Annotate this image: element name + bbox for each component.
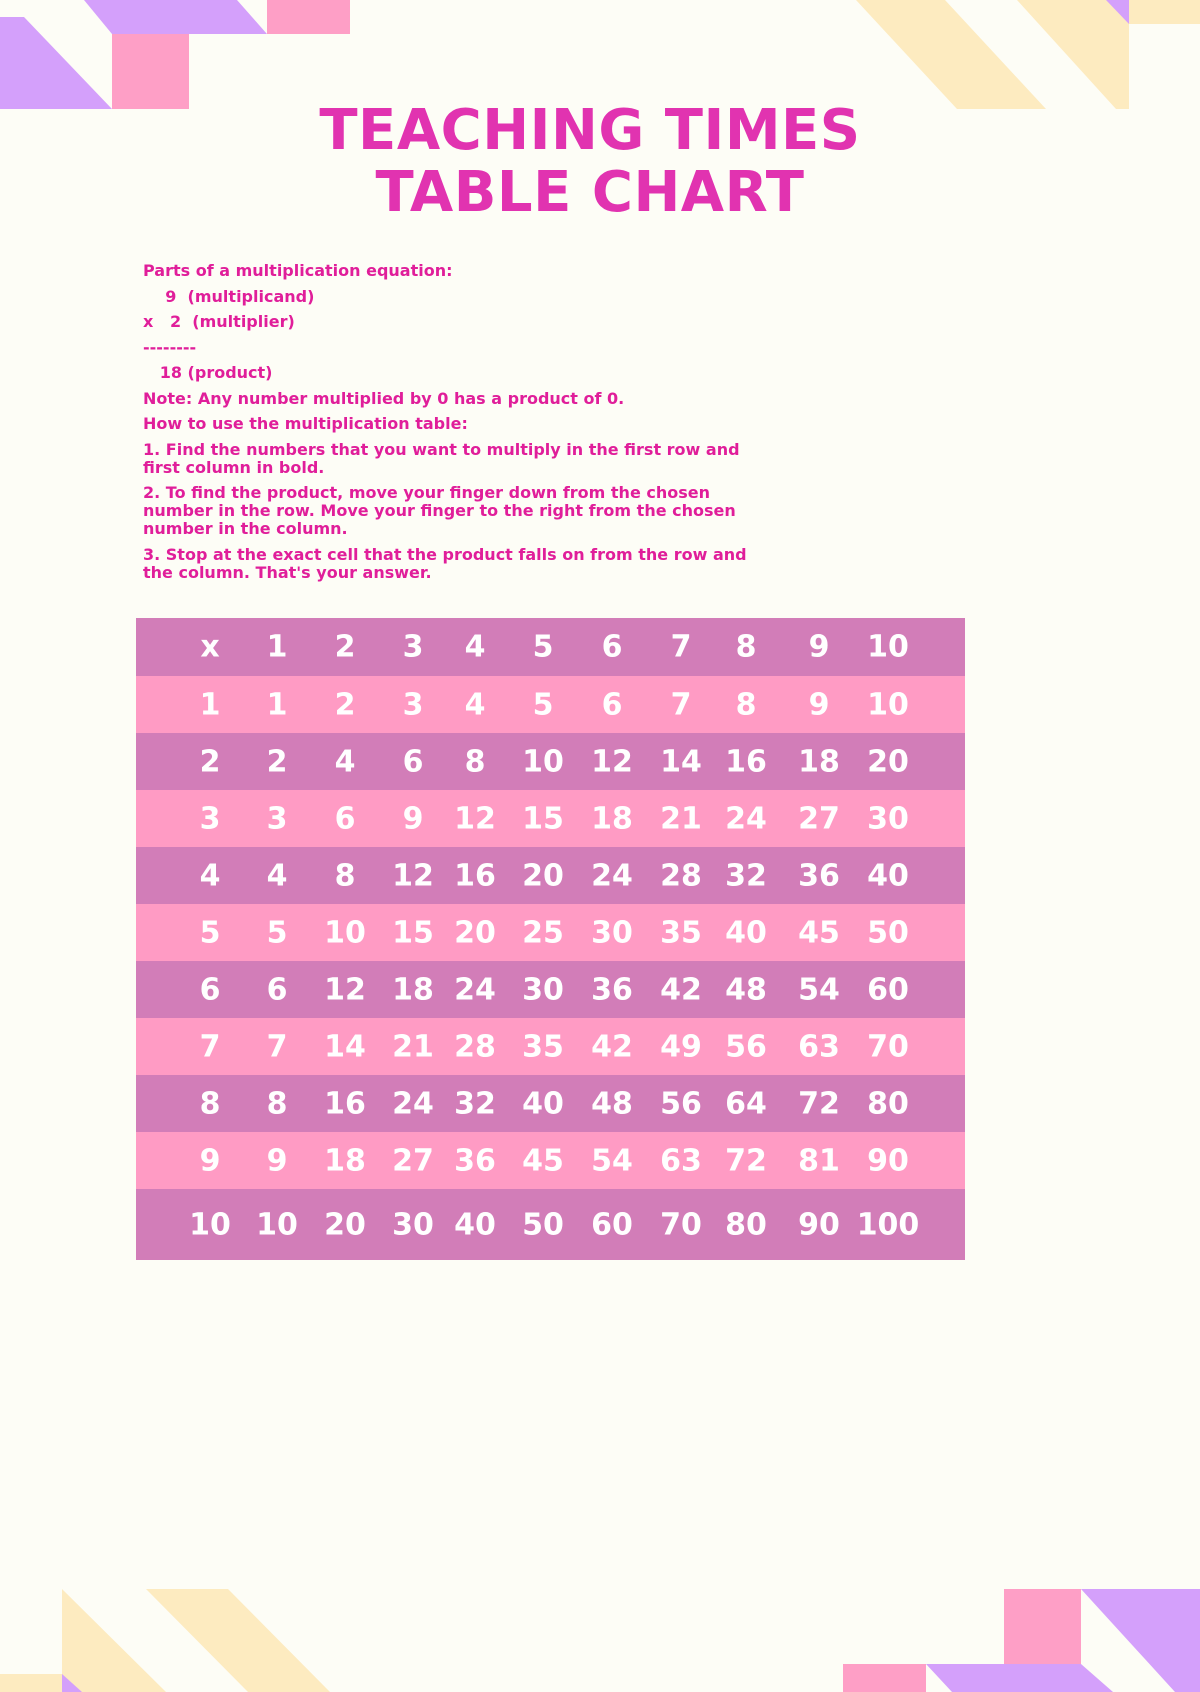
product-cell: 12: [392, 858, 434, 893]
product-cell: 72: [798, 1086, 840, 1121]
multiplier-line: x 2 (multiplier): [143, 312, 295, 331]
product-cell: 40: [454, 1207, 496, 1242]
table-row: [136, 676, 965, 733]
table-row: [136, 790, 965, 847]
product-cell: 36: [454, 1143, 496, 1178]
product-cell: 36: [798, 858, 840, 893]
how-to-heading: How to use the multiplication table:: [143, 414, 468, 433]
product-cell: 45: [798, 915, 840, 950]
product-cell: 42: [660, 972, 702, 1007]
product-line: 18 (product): [143, 363, 273, 382]
deco-purple-bar-top-left: [84, 0, 267, 34]
product-cell: 7: [670, 687, 692, 722]
product-cell: 48: [725, 972, 767, 1007]
product-cell: 30: [392, 1207, 434, 1242]
table-row: [136, 1189, 965, 1260]
page-title: [250, 100, 930, 224]
product-cell: 10: [522, 744, 564, 779]
product-cell: 40: [522, 1086, 564, 1121]
product-cell: 4: [334, 744, 356, 779]
product-cell: 27: [798, 801, 840, 836]
product-cell: 28: [660, 858, 702, 893]
column-header-cell: 5: [532, 629, 554, 665]
product-cell: 8: [334, 858, 356, 893]
table-row: [136, 1075, 965, 1132]
product-cell: 40: [867, 858, 909, 893]
product-cell: 30: [867, 801, 909, 836]
product-cell: 5: [532, 687, 554, 722]
deco-yellow-stripe-bottom-left-1: [62, 1589, 166, 1692]
table-corner-cell: x: [200, 629, 220, 665]
product-cell: 40: [725, 915, 767, 950]
product-cell: 32: [725, 858, 767, 893]
product-cell: 32: [454, 1086, 496, 1121]
product-cell: 60: [591, 1207, 633, 1242]
deco-yellow-stripe-top-right-1: [856, 0, 1046, 109]
product-cell: 21: [392, 1029, 434, 1064]
title-line-1: TEACHING TIMES: [319, 98, 861, 163]
deco-yellow-stripe-bottom-left-2: [146, 1589, 330, 1692]
table-row: [136, 733, 965, 790]
product-cell: 8: [735, 687, 757, 722]
product-cell: 16: [725, 744, 767, 779]
deco-pink-square-bottom-right: [1004, 1589, 1081, 1664]
product-cell: 2: [266, 744, 288, 779]
row-header-cell: 8: [199, 1086, 221, 1121]
product-cell: 70: [867, 1029, 909, 1064]
product-cell: 42: [591, 1029, 633, 1064]
product-cell: 30: [591, 915, 633, 950]
product-cell: 49: [660, 1029, 702, 1064]
row-header-cell: 4: [199, 858, 221, 893]
product-cell: 56: [660, 1086, 702, 1121]
zero-note: Note: Any number multiplied by 0 has a product of 0.: [143, 388, 625, 408]
step-2: 2. To find the product, move your finger down from the chosen number in the row. Move your finger to the right from the chosen number in the column.: [143, 483, 736, 538]
product-cell: 6: [334, 801, 356, 836]
product-cell: 80: [725, 1207, 767, 1242]
table-row: [136, 961, 965, 1018]
product-cell: 50: [522, 1207, 564, 1242]
product-cell: 10: [324, 915, 366, 950]
column-header-cell: 8: [735, 629, 757, 665]
column-header-cell: 4: [464, 629, 486, 665]
product-cell: 10: [256, 1207, 298, 1242]
product-cell: 15: [522, 801, 564, 836]
deco-yellow-rect-bottom-left: [0, 1674, 62, 1692]
product-cell: 35: [660, 915, 702, 950]
product-cell: 6: [402, 744, 424, 779]
product-cell: 18: [392, 972, 434, 1007]
table-row: [136, 847, 965, 904]
product-cell: 20: [867, 744, 909, 779]
product-cell: 56: [725, 1029, 767, 1064]
row-header-cell: 3: [199, 801, 221, 836]
deco-purple-triangle-bottom-right: [1081, 1589, 1200, 1692]
product-cell: 10: [867, 687, 909, 722]
product-cell: 36: [591, 972, 633, 1007]
product-cell: 50: [867, 915, 909, 950]
product-cell: 45: [522, 1143, 564, 1178]
product-cell: 12: [324, 972, 366, 1007]
product-cell: 14: [324, 1029, 366, 1064]
product-cell: 7: [266, 1029, 288, 1064]
product-cell: 18: [324, 1143, 366, 1178]
product-cell: 6: [601, 687, 623, 722]
product-cell: 90: [867, 1143, 909, 1178]
step-3: 3. Stop at the exact cell that the product falls on from the row and the column. That's your answer.: [143, 544, 747, 582]
column-header-cell: 1: [266, 629, 288, 665]
row-header-cell: 10: [189, 1207, 231, 1242]
product-cell: 6: [266, 972, 288, 1007]
product-cell: 48: [591, 1086, 633, 1121]
product-cell: 21: [660, 801, 702, 836]
title-line-2: TABLE CHART: [375, 160, 805, 225]
product-cell: 15: [392, 915, 434, 950]
deco-pink-rect-bottom-right: [843, 1664, 926, 1692]
column-header-cell: 3: [402, 629, 424, 665]
product-cell: 9: [266, 1143, 288, 1178]
product-cell: 5: [266, 915, 288, 950]
product-cell: 30: [522, 972, 564, 1007]
parts-heading: Parts of a multiplication equation:: [143, 261, 453, 280]
deco-yellow-rect-top-right: [1129, 0, 1200, 24]
product-cell: 63: [798, 1029, 840, 1064]
product-cell: 54: [591, 1143, 633, 1178]
deco-pink-square-top-left: [112, 34, 189, 109]
table-header-row: [136, 618, 965, 676]
product-cell: 35: [522, 1029, 564, 1064]
row-header-cell: 6: [199, 972, 221, 1007]
product-cell: 16: [324, 1086, 366, 1121]
product-cell: 8: [464, 744, 486, 779]
product-cell: 27: [392, 1143, 434, 1178]
row-header-cell: 7: [199, 1029, 221, 1064]
deco-yellow-stripe-top-right-2: [1017, 0, 1129, 109]
product-cell: 80: [867, 1086, 909, 1121]
product-cell: 100: [856, 1207, 920, 1242]
product-cell: 9: [402, 801, 424, 836]
column-header-cell: 9: [808, 629, 830, 665]
table-row: [136, 1132, 965, 1189]
row-header-cell: 5: [199, 915, 221, 950]
product-cell: 14: [660, 744, 702, 779]
multiplication-table: [136, 618, 965, 1260]
product-cell: 12: [454, 801, 496, 836]
instructions-block: [143, 262, 763, 589]
deco-purple-bar-bottom-right: [926, 1664, 1113, 1692]
product-cell: 28: [454, 1029, 496, 1064]
product-cell: 3: [266, 801, 288, 836]
column-header-cell: 2: [334, 629, 356, 665]
multiplicand-line: 9 (multiplicand): [143, 286, 315, 306]
column-header-cell: 6: [601, 629, 623, 665]
column-header-cell: 10: [867, 629, 909, 665]
deco-purple-triangle-top-left: [0, 17, 112, 109]
separator-line: --------: [143, 337, 197, 357]
product-cell: 20: [454, 915, 496, 950]
column-header-cell: 7: [670, 629, 692, 665]
product-cell: 25: [522, 915, 564, 950]
product-cell: 18: [798, 744, 840, 779]
product-cell: 24: [591, 858, 633, 893]
product-cell: 64: [725, 1086, 767, 1121]
product-cell: 90: [798, 1207, 840, 1242]
product-cell: 4: [266, 858, 288, 893]
product-cell: 72: [725, 1143, 767, 1178]
product-cell: 18: [591, 801, 633, 836]
product-cell: 60: [867, 972, 909, 1007]
product-cell: 20: [324, 1207, 366, 1242]
deco-pink-rect-top-left: [267, 0, 350, 34]
product-cell: 4: [464, 687, 486, 722]
row-header-cell: 9: [199, 1143, 221, 1178]
product-cell: 3: [402, 687, 424, 722]
product-cell: 70: [660, 1207, 702, 1242]
row-header-cell: 2: [199, 744, 221, 779]
product-cell: 24: [725, 801, 767, 836]
table-row: [136, 1018, 965, 1075]
product-cell: 81: [798, 1143, 840, 1178]
product-cell: 2: [334, 687, 356, 722]
product-cell: 8: [266, 1086, 288, 1121]
product-cell: 24: [454, 972, 496, 1007]
product-cell: 63: [660, 1143, 702, 1178]
product-cell: 9: [808, 687, 830, 722]
product-cell: 1: [266, 687, 288, 722]
product-cell: 24: [392, 1086, 434, 1121]
product-cell: 20: [522, 858, 564, 893]
product-cell: 12: [591, 744, 633, 779]
row-header-cell: 1: [199, 687, 221, 722]
product-cell: 54: [798, 972, 840, 1007]
table-row: [136, 904, 965, 961]
step-1: 1. Find the numbers that you want to multiply in the first row and first column in bold.: [143, 439, 740, 477]
product-cell: 16: [454, 858, 496, 893]
